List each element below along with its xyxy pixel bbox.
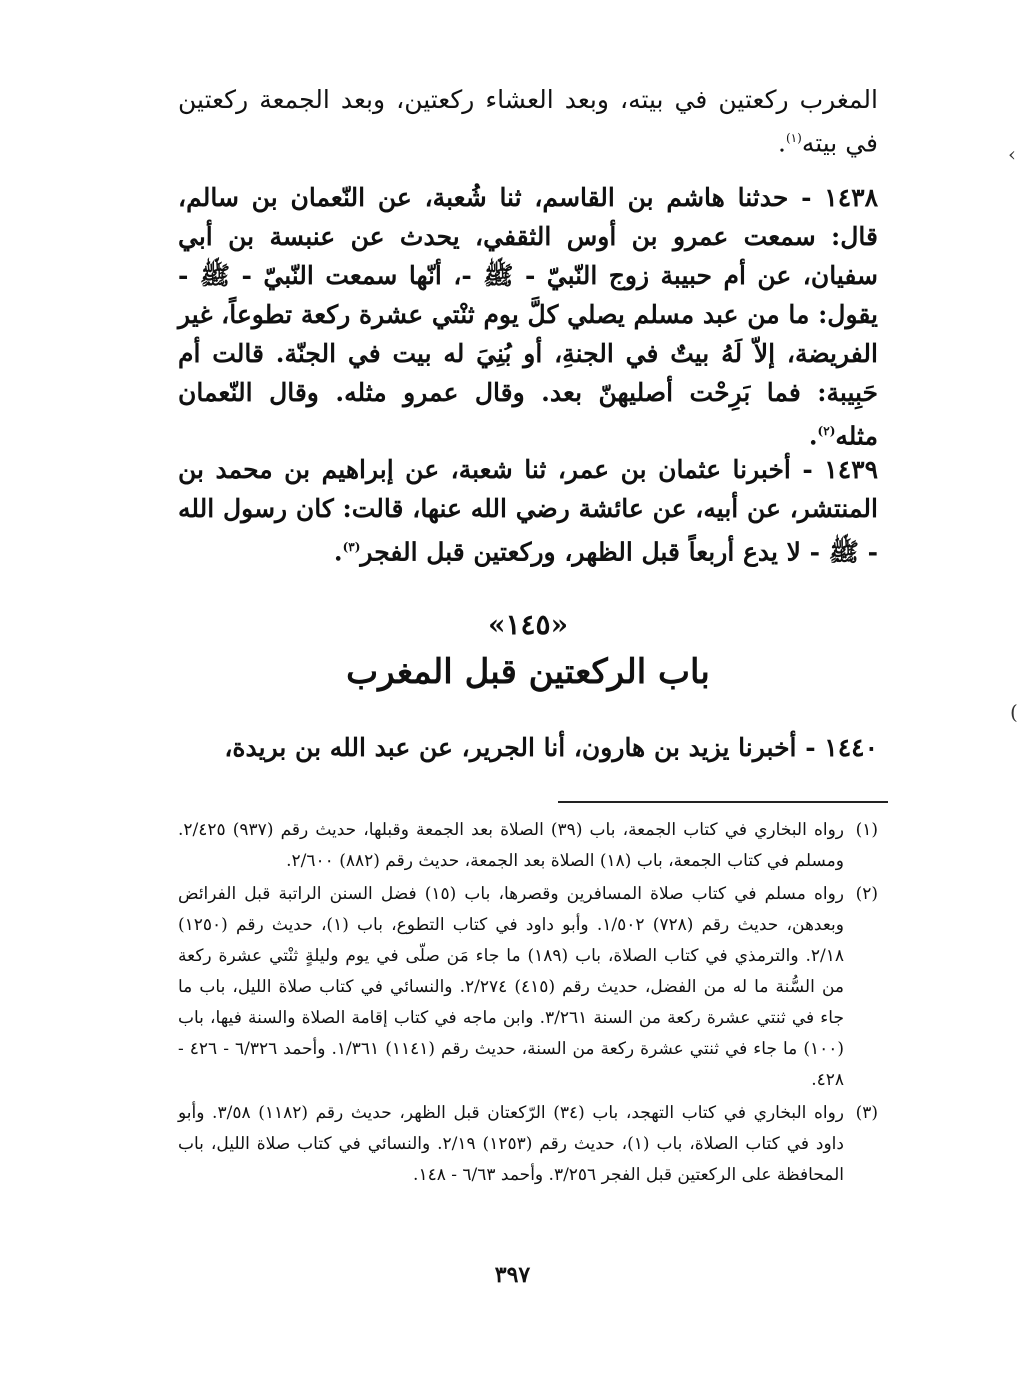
footnote-ref: (١) bbox=[785, 131, 802, 145]
footnote-number: (١) bbox=[855, 820, 878, 840]
footnotes bbox=[178, 815, 878, 1193]
paragraph-text: ١٤٣٩ - أخبرنا عثمان بن عمر، ثنا شعبة، عن إبراهيم بن محمد بن المنتشر، عن أبيه، عن عائشة رضي الله عنها، قالت: كان رسول الله - ﷺ - لا يدع أربعاً قبل الظهر، وركعتين قبل الفجر bbox=[178, 455, 878, 567]
footnote-text: رواه مسلم في كتاب صلاة المسافرين وقصرها، باب (١٥) فضل السنن الراتبة قبل الفرائض وبعدهن، حديث رقم (٧٢٨) ١/٥٠٢. وأبو داود في كتاب التطوع، باب (١)، حديث رقم (١٢٥٠) ٢/١٨. والترمذي في كتاب الصلاة، باب (١٨٩) ما جاء مَن صلّى في يوم وليلةٍ ثنْتي عشرة ركعة من السُّنة ما له من الفضل، حديث رقم (٤١٥) ٢/٢٧٤. والنسائي في كتاب صلاة الليل، باب ما جاء في ثنتي عشرة ركعة من السنة ٣/٢٦١. وابن ماجه في كتاب إقامة الصلاة والسنة فيها، باب (١٠٠) ما جاء في ثنتي عشرة ركعة من السنة، حديث رقم (١١٤١) ١/٣٦١. وأحمد ٦/٣٢٦ - ٤٢٦ - ٤٢٨. bbox=[178, 884, 845, 1090]
footnote-text: رواه البخاري في كتاب الجمعة، باب (٣٩) الصلاة بعد الجمعة وقبلها، حديث رقم (٩٣٧) ٢/٤٢٥. ومسلم في كتاب الجمعة، باب (١٨) الصلاة بعد الجمعة، حديث رقم (٨٨٢) ٢/٦٠٠. bbox=[178, 820, 844, 871]
paragraph-continuation: المغرب ركعتين في بيته، وبعد العشاء ركعتين، وبعد الجمعة ركعتين في بيته$^{(١)}$. bbox=[178, 85, 878, 158]
hadith-1439: ١٤٣٩ - أخبرنا عثمان بن عمر، ثنا شعبة، عن إبراهيم بن محمد بن المنتشر، عن أبيه، عن عائشة رضي الله عنها، قالت: كان رسول الله - ﷺ - لا يدع أربعاً قبل الظهر، وركعتين قبل الفجر$^{(٣)}$. bbox=[178, 455, 878, 567]
chapter-title: باب الركعتين قبل المغرب bbox=[346, 652, 710, 692]
scan-mark: ‹ bbox=[1008, 142, 1016, 166]
scan-mark: ( bbox=[1010, 700, 1018, 724]
hadith-1440 bbox=[178, 728, 878, 767]
footnote-ref: (٢) bbox=[817, 424, 836, 438]
paragraph-text: المغرب ركعتين في بيته، وبعد العشاء ركعتين، وبعد الجمعة ركعتين في بيته bbox=[178, 85, 878, 158]
page-number: ٣٩٧ bbox=[494, 1262, 531, 1288]
paragraph-text: ١٤٣٨ - حدثنا هاشم بن القاسم، ثنا شُعبة، عن النّعمان بن سالم، قال: سمعت عمرو بن أوس الثقفي، يحدث عن عنبسة بن أبي سفيان، عن أم حبيبة زوج النّبيّ - ﷺ -، أنّها سمعت النّبيّ - ﷺ - يقول: ما من عبد مسلم يصلي كلَّ يوم ثنْتي عشرة ركعة تطوعاً، غير الفريضة، إلاّ لَهُ بيتٌ في الجنةِ، أو بُنِيَ له بيت في الجنّة. قالت أم حَبِيبة: فما بَرِحْت أصليهنّ بعد. وقال عمرو مثله. وقال النّعمان مثله bbox=[178, 183, 878, 451]
footnote-1 bbox=[178, 815, 878, 877]
paragraph-text: ١٤٤٠ - أخبرنا يزيد بن هارون، أنا الجرير، عن عبد الله بن بريدة، bbox=[224, 733, 878, 762]
footnote-text: رواه البخاري في كتاب التهجد، باب (٣٤) الرّكعتان قبل الظهر، حديث رقم (١١٨٢) ٣/٥٨. وأبو داود في كتاب الصلاة، باب (١)، حديث رقم (١٢٥٣) ٢/١٩. والنسائي في كتاب صلاة الليل، باب المحافظة على الركعتين قبل الفجر ٣/٢٥٦. وأحمد ٦/٦٣ - ١٤٨. bbox=[178, 1103, 844, 1185]
footnote-2 bbox=[178, 879, 878, 1096]
footnote-3 bbox=[178, 1098, 878, 1191]
hadith-1438: ١٤٣٨ - حدثنا هاشم بن القاسم، ثنا شُعبة، عن النّعمان بن سالم، قال: سمعت عمرو بن أوس الثقفي، يحدث عن عنبسة بن أبي سفيان، عن أم حبيبة زوج النّبيّ - ﷺ -، أنّها سمعت النّبيّ - ﷺ - يقول: ما من عبد مسلم يصلي كلَّ يوم ثنْتي عشرة ركعة تطوعاً، غير الفريضة، إلاّ لَهُ بيتٌ في الجنةِ، أو بُنِيَ له بيت في الجنّة. قالت أم حَبِيبة: فما بَرِحْت أصليهنّ بعد. وقال عمرو مثله. وقال النّعمان مثله$^{(٢)}$. bbox=[178, 183, 878, 451]
chapter-number: «١٤٥» bbox=[487, 608, 569, 641]
footnote-number: (٣) bbox=[855, 1103, 878, 1123]
footnote-divider bbox=[558, 801, 888, 803]
footnote-number: (٢) bbox=[855, 884, 878, 904]
footnote-ref: (٣) bbox=[342, 540, 361, 554]
